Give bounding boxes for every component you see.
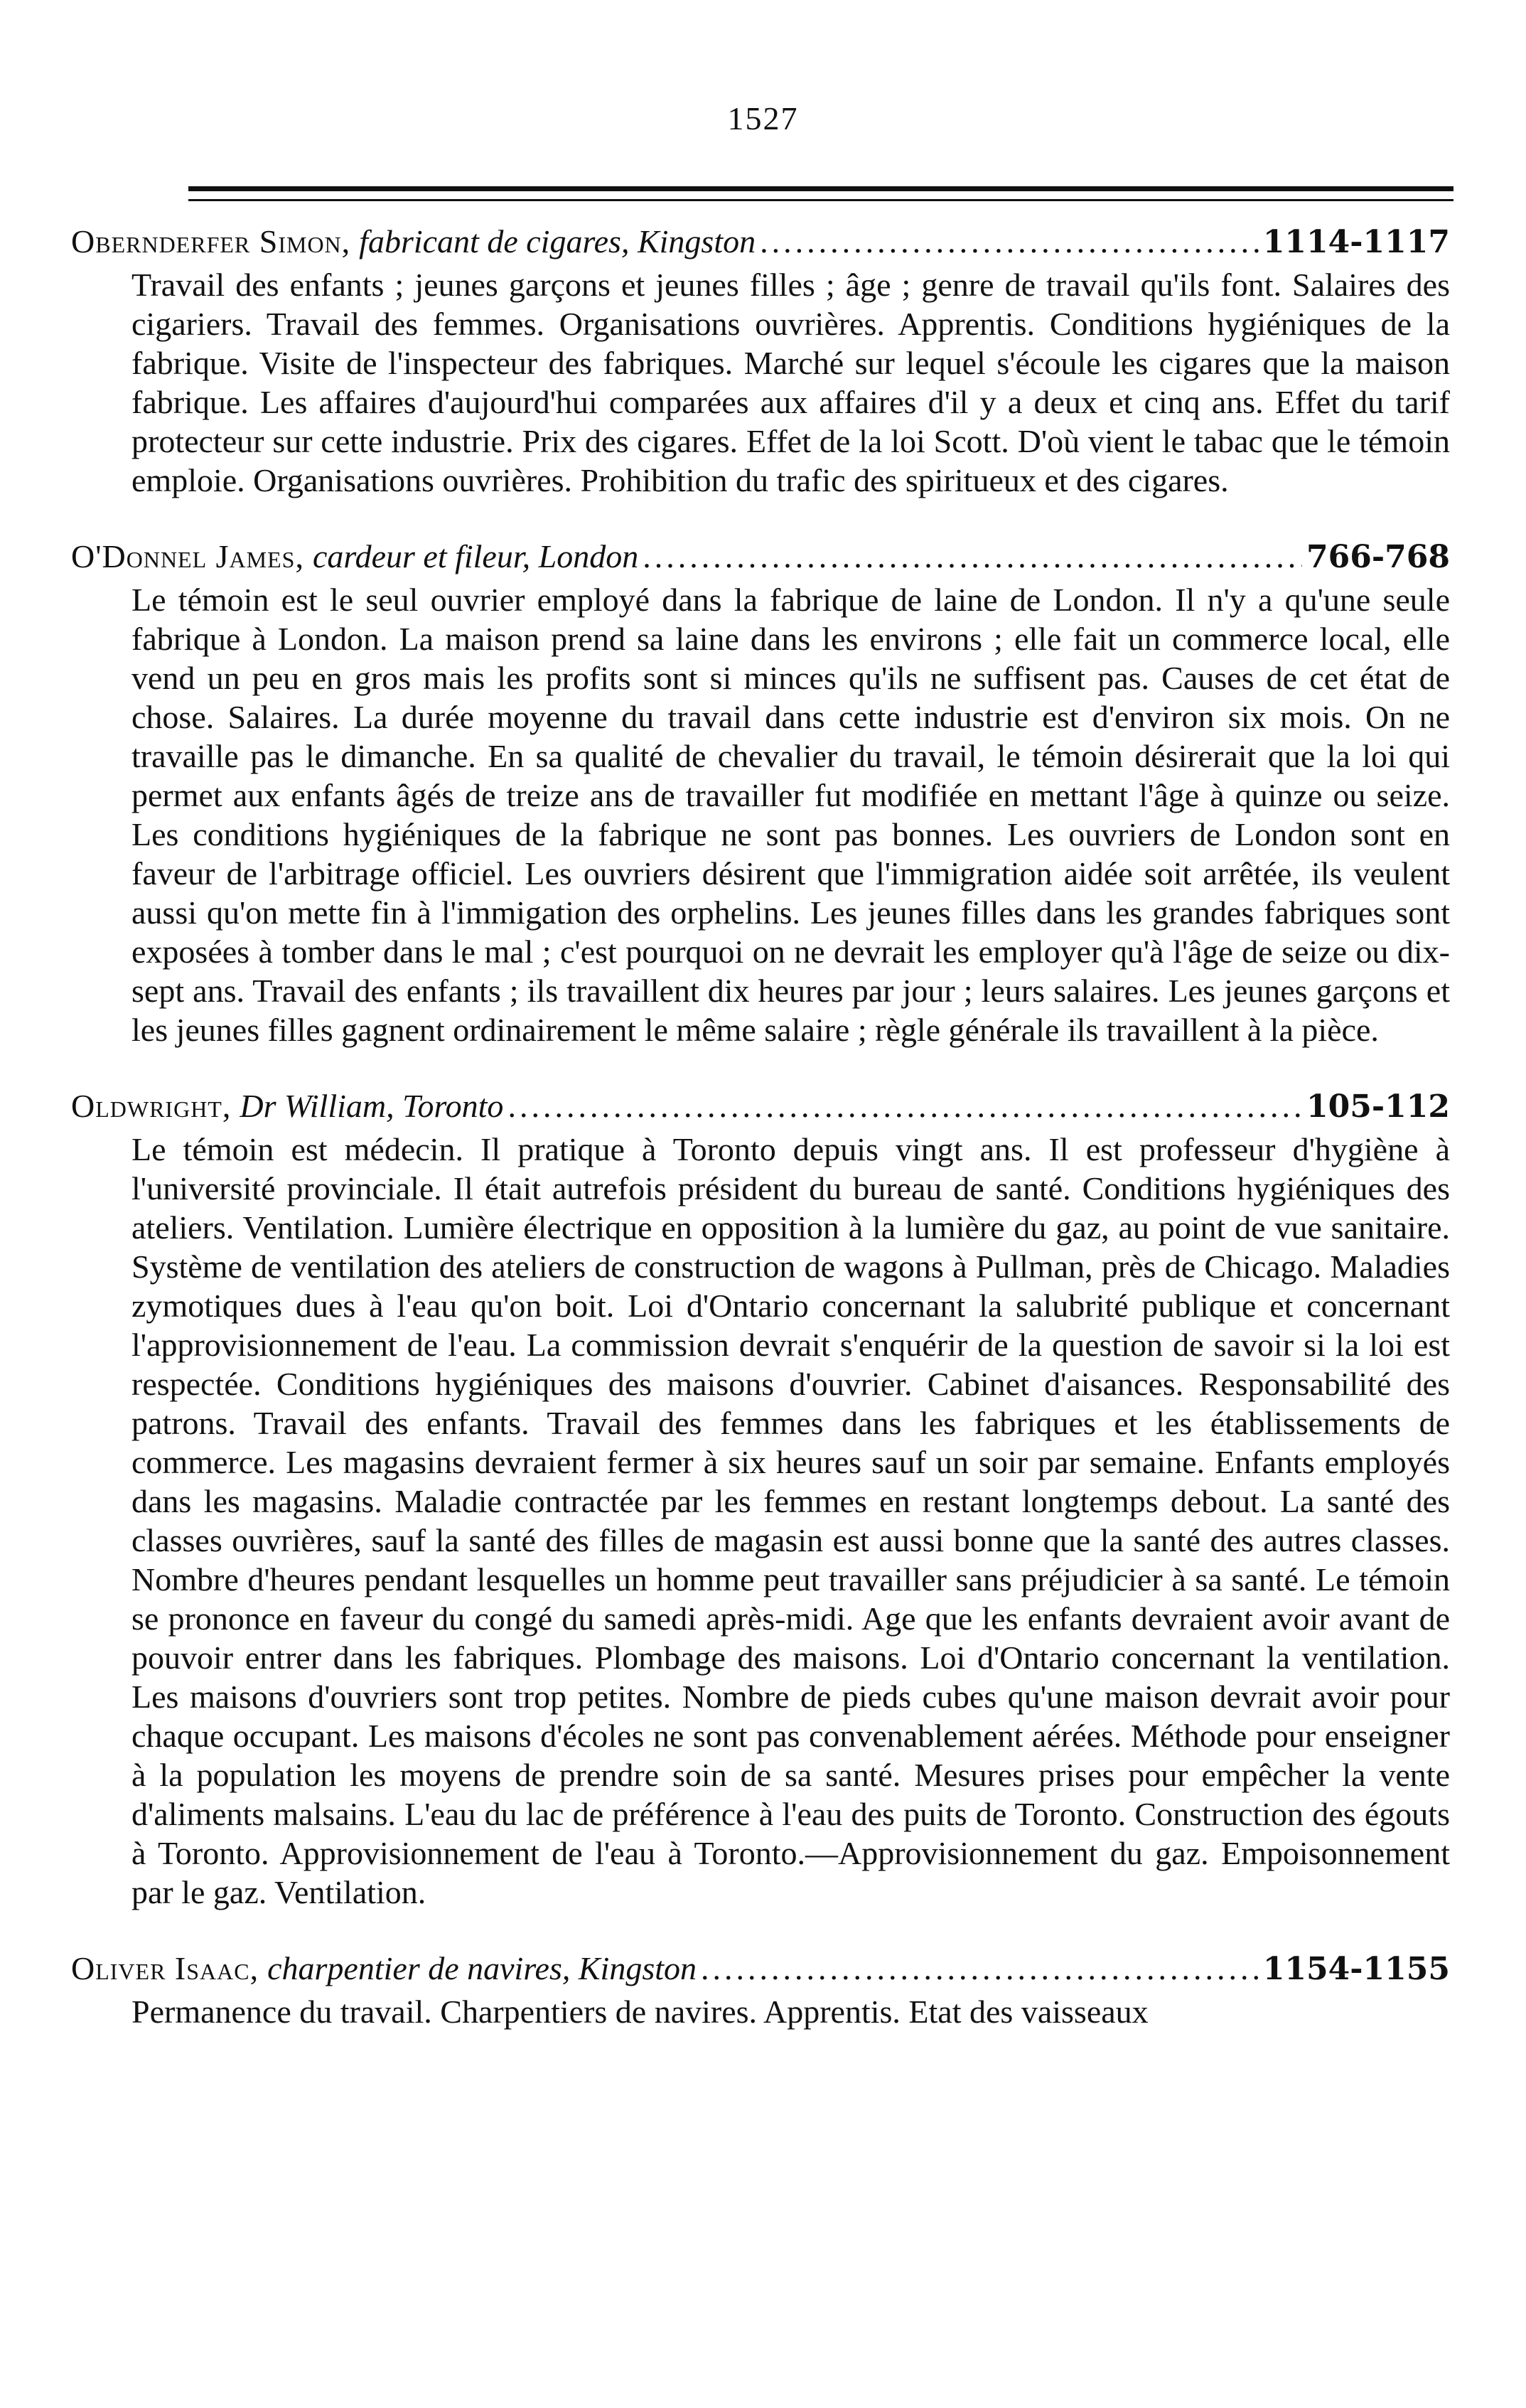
entry-heading — [71, 1947, 1450, 1991]
entry-summary: Le témoin est médecin. Il pratique à Toronto depuis vingt ans. Il est professeur d'hygiène à l'université provinciale. Il était autrefois président du bureau de santé. Conditions hygiéniques des ateliers. Ventilation. Lumière électrique en opposition à la lumière du gaz, au point de vue sanitaire. Système de ventilation des ateliers de construction de wagons à Pullman, près de Chicago. Maladies zymotiques dues à l'eau qu'on boit. Loi d'Ontario concernant la salubrité publique et concernant l'approvisionnement de l'eau. La commission devrait s'enquérir de la question de savoir si la loi est respectée. Conditions hygiéniques des maisons d'ouvrier. Cabinet d'aisances. Responsabilité des patrons. Travail des enfants. Travail des femmes dans les fabriques et les établissements de commerce. Les magasins devraient fermer à six heures sauf un soir par semaine. Enfants employés dans les magasins. Maladie contractée par les femmes en restant longtemps debout. La santé des classes ouvrières, sauf la santé des filles de magasin est aussi bonne que la santé des autres classes. Nombre d'heures pendant lesquelles un homme peut travailler sans préjudicier à sa santé. Le témoin se prononce en faveur du congé du samedi après-midi. Age que les enfants devraient avoir avant de pouvoir entrer dans les fabriques. Plombage des maisons. Loi d'Ontario concernant la ventilation. Les maisons d'ouvriers sont trop petites. Nombre de pieds cubes qu'une maison devrait avoir pour chaque occupant. Les maisons d'écoles ne sont pas convenablement aérées. Méthode pour enseigner à la population les moyens de prendre soin de sa santé. Mesures prises pour empêcher la vente d'aliments malsains. L'eau du lac de préférence à l'eau des puits de Toronto. Construction des égouts à Toronto. Approvisionnement de l'eau à Toronto.—Approvisionnement du gaz. Empoisonnement par le gaz. Ventilation. — [131, 1131, 1450, 1910]
entry-heading — [71, 535, 1450, 579]
index-entry — [71, 1947, 1450, 2031]
leader-dots — [760, 220, 1259, 263]
page-number: 1527 — [727, 100, 799, 137]
witness-description: Dr William, Toronto — [240, 1088, 504, 1124]
entry-heading — [71, 220, 1450, 264]
witness-name: Obernderfer Simon, — [71, 223, 351, 259]
entry-summary: Permanence du travail. Charpentiers de navires. Apprentis. Etat des vaisseaux — [131, 1994, 1149, 2030]
leader-dots — [507, 1085, 1302, 1128]
witness-name: Oldwright, — [71, 1088, 232, 1124]
page-range: 766-768 — [1306, 539, 1450, 575]
index-entry — [71, 535, 1450, 1049]
entry-summary: Travail des enfants ; jeunes garçons et jeunes filles ; âge ; genre de travail qu'ils font. Salaires des cigariers. Travail des femmes. Organisations ouvrières. Apprentis. Conditions hygiéniques de la fabrique. Visite de l'inspecteur des fabriques. Marché sur lequel s'écoule les cigares que la maison fabrique. Les affaires d'aujourd'hui comparées aux affaires d'il y a deux et cinq ans. Effet du tarif protecteur sur cette industrie. Prix des cigares. Effet de la loi Scott. D'où vient le tabac que le témoin emploie. Organisations ouvrières. Prohibition du trafic des spiritueux et des cigares. — [131, 267, 1450, 498]
leader-dots — [701, 1947, 1259, 1990]
page-range: 1154-1155 — [1262, 1951, 1450, 1987]
page-range: 1114-1117 — [1262, 224, 1450, 260]
witness-name: Oliver Isaac, — [71, 1950, 259, 1986]
witness-description: fabricant de cigares, Kingston — [359, 223, 756, 259]
witness-name: O'Donnel James, — [71, 538, 304, 574]
index-entry — [71, 220, 1450, 500]
leader-dots — [643, 535, 1302, 578]
entry-summary: Le témoin est le seul ouvrier employé dans la fabrique de laine de London. Il n'y a qu'une seule fabrique à London. La maison prend sa laine dans les environs ; elle fait un commerce local, elle vend un peu en gros mais les profits sont si minces qu'ils ne suffisent pas. Causes de cet état de chose. Salaires. La durée moyenne du travail dans cette industrie est d'environ six mois. On ne travaille pas le dimanche. En sa qualité de chevalier du travail, le témoin désirerait que la loi qui permet aux enfants âgés de treize ans de travailler fut modifiée en mettant l'âge à quinze ou seize. Les conditions hygiéniques de la fabrique ne sont pas bonnes. Les ouvriers de London sont en faveur de l'arbitrage officiel. Les ouvriers désirent que l'immigration aidée soit arrêtée, ils veulent aussi qu'on mette fin à l'immigation des orphelins. Les jeunes filles dans les grandes fabriques sont exposées à tomber dans le mal ; c'est pourquoi on ne devrait les employer qu'à l'âge de seize ou dix-sept ans. Travail des enfants ; ils travaillent dix heures par jour ; leurs salaires. Les jeunes garçons et les jeunes filles gagnent ordinairement le même salaire ; règle générale ils travaillent à la pièce. — [131, 582, 1450, 1048]
index-entries — [71, 220, 1450, 2067]
index-entry — [71, 1085, 1450, 1912]
header-rule-thick — [188, 186, 1454, 191]
header-rule-thin — [188, 199, 1454, 201]
page-range: 105-112 — [1306, 1088, 1450, 1125]
witness-description: cardeur et fileur, London — [312, 538, 639, 574]
witness-description: charpentier de navires, Kingston — [267, 1950, 697, 1986]
entry-heading — [71, 1085, 1450, 1128]
